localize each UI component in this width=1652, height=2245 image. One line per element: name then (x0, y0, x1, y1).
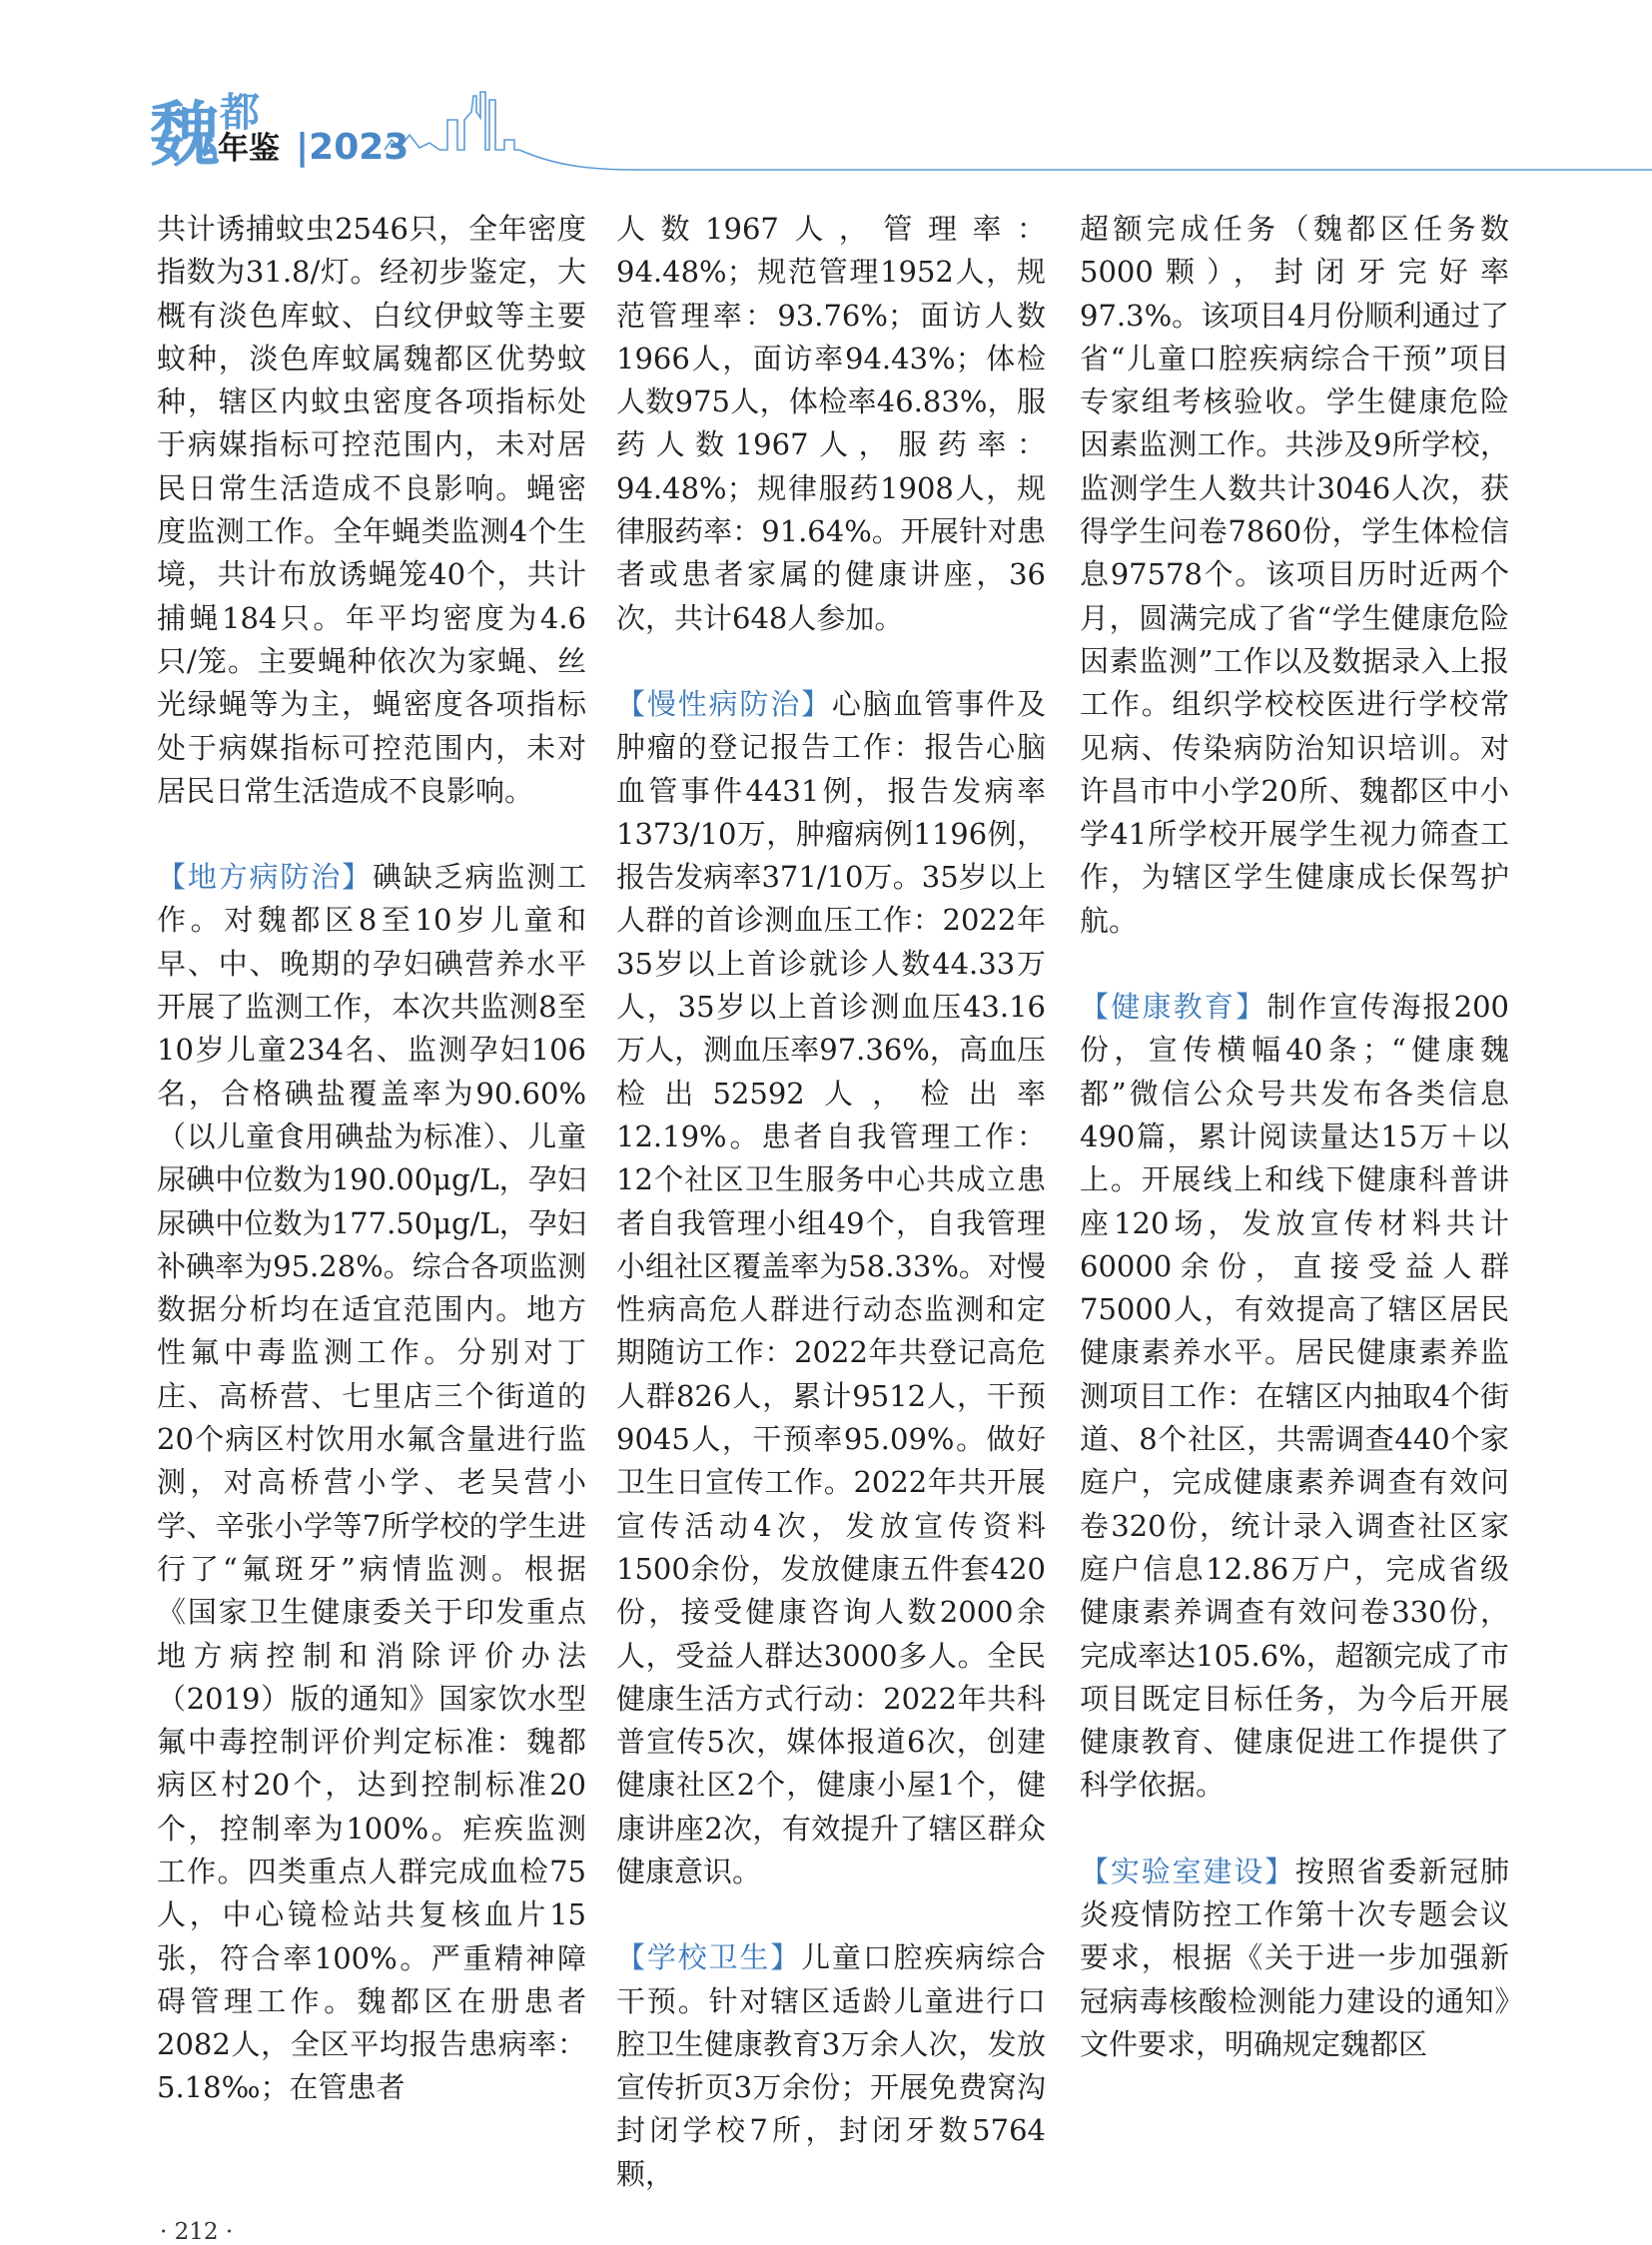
text-column-2 (616, 208, 1046, 2196)
text-column-3 (1080, 208, 1509, 2066)
paragraph (616, 208, 1046, 640)
logo-char-du: 都 (220, 89, 260, 136)
logo-nianjian: 年鉴 (218, 131, 280, 167)
paragraph (1080, 208, 1509, 943)
paragraph (616, 1936, 1046, 2196)
section-heading: 【慢性病防治】 (616, 686, 832, 721)
paragraph-text: 共计诱捕蚊虫2546只，全年密度指数为31.8/灯。经初步鉴定，大概有淡色库蚊、白纹伊蚊等主要蚊种，淡色库蚊属魏都区优势蚊种，辖区内蚊虫密度各项指标处于病媒指标可控范围内，未对居民日常生活造成不良影响。蝇密度监测工作。全年蝇类监测4个生境，共计布放诱蝇笼40个，共计捕蝇184只。年平均密度为4.6只/笼。主要蝇种依次为家蝇、丝光绿蝇等为主，蝇密度各项指标处于病媒指标可控范围内，未对居民日常生活造成不良影响。 (157, 212, 586, 808)
section-heading: 【健康教育】 (1080, 990, 1267, 1025)
paragraph (616, 683, 1046, 1893)
paragraph-text: 超额完成任务（魏都区任务数5000颗），封闭牙完好率97.3%。该项目4月份顺利通过了省“儿童口腔疾病综合干预”项目专家组考核验收。学生健康危险因素监测工作。共涉及9所学校，监测学生人数共计3046人次，获得学生问卷7860份，学生体检信息97578个。该项目历时近两个月，圆满完成了省“学生健康危险因素监测”工作以及数据录入上报工作。组织学校校医进行学校常见病、传染病防治知识培训。对许昌市中小学20所、魏都区中小学41所学校开展学生视力筛查工作，为辖区学生健康成长保驾护航。 (1080, 212, 1509, 938)
logo-year-number: 2023 (309, 127, 410, 168)
paragraph-text: 人数1967人，管理率：94.48%；规范管理1952人，规范管理率：93.76%；面访人数1966人，面访率94.43%；体检人数975人，体检率46.83%，服药人数1967人，服药率：94.48%；规律服药1908人，规律服药率：91.64%。开展针对患者或患者家属的健康讲座，36次，共计648人参加。 (616, 212, 1046, 635)
text-column-1 (157, 208, 586, 2110)
paragraph-text: 心脑血管事件及肿瘤的登记报告工作：报告心脑血管事件4431例，报告发病率1373/10万，肿瘤病例1196例，报告发病率371/10万。35岁以上人群的首诊测血压工作：2022年35岁以上首诊就诊人数44.33万人，35岁以上首诊测血压43.16万人，测血压率97.36%，高血压检出52592人，检出率12.19%。患者自我管理工作：12个社区卫生服务中心共成立患者自我管理小组49个，自我管理小组社区覆盖率为58.33%。对慢性病高危人群进行动态监测和定期随访工作：2022年共登记高危人群826人，累计9512人，干预9045人，干预率95.09%。做好卫生日宣传工作。2022年共开展宣传活动4次，发放宣传资料1500余份，发放健康五件套420份，接受健康咨询人数2000余人，受益人群达3000多人。全民健康生活方式行动：2022年共科普宣传5次，媒体报道6次，创建健康社区2个，健康小屋1个，健康讲座2次，有效提升了辖区群众健康意识。 (616, 686, 1046, 1888)
paragraph-text: 儿童口腔疾病综合干预。针对辖区适龄儿童进行口腔卫生健康教育3万余人次，发放宣传折页3万余份；开展免费窝沟封闭学校7所，封闭牙数5764颗， (616, 1940, 1046, 2191)
paragraph (1080, 986, 1509, 1808)
paragraph (157, 856, 586, 2110)
paragraph-text: 碘缺乏病监测工作。对魏都区8至10岁儿童和早、中、晚期的孕妇碘营养水平开展了监测工作，本次共监测8至10岁儿童234名、监测孕妇106名，合格碘盐覆盖率为90.60%（以儿童食用碘盐为标准）、儿童尿碘中位数为190.00μg/L，孕妇尿碘中位数为177.50μg/L，孕妇补碘率为95.28%。综合各项监测数据分析均在适宜范围内。地方性氟中毒监测工作。分别对丁庄、高桥营、七里店三个街道的20个病区村饮用水氟含量进行监测，对高桥营小学、老吴营小学、辛张小学等7所学校的学生进行了“氟斑牙”病情监测。根据《国家卫生健康委关于印发重点地方病控制和消除评价办法（2019）版的通知》国家饮水型氟中毒控制评价判定标准：魏都病区村20个，达到控制标准20个，控制率为100%。疟疾监测工作。四类重点人群完成血检75人，中心镜检站共复核血片15张，符合率100%。严重精神障碍管理工作。魏都区在册患者2082人，全区平均报告患病率：5.18‰；在管患者 (157, 860, 586, 2105)
section-heading: 【学校卫生】 (616, 1940, 802, 1975)
logo-year: |2023 (296, 127, 410, 168)
paragraph-text: 按照省委新冠肺炎疫情防控工作第十次专题会议要求，根据《关于进一步加强新冠病毒核酸检测能力建设的通知》文件要求，明确规定魏都区 (1080, 1854, 1509, 2061)
masthead (0, 0, 1652, 200)
section-heading: 【实验室建设】 (1080, 1854, 1295, 1888)
paragraph (1080, 1851, 1509, 2066)
section-heading: 【地方病防治】 (157, 860, 373, 895)
logo-char-wei: 魏 (150, 93, 220, 176)
paragraph (157, 208, 586, 813)
paragraph-text: 制作宣传海报200份，宣传横幅40条；“健康魏都”微信公众号共发布各类信息490篇，累计阅读量达15万＋以上。开展线上和线下健康科普讲座120场，发放宣传材料共计60000余份，直接受益人群75000人，有效提高了辖区居民健康素养水平。居民健康素养监测项目工作：在辖区内抽取4个街道、8个社区，共需调查440个家庭户，完成健康素养调查有效问卷320份，统计录入调查社区家庭户信息12.86万户，完成省级健康素养调查有效问卷330份，完成率达105.6%，超额完成了市项目既定目标任务，为今后开展健康教育、健康促进工作提供了科学依据。 (1080, 990, 1509, 1803)
page-number: · 212 · (160, 2219, 234, 2245)
